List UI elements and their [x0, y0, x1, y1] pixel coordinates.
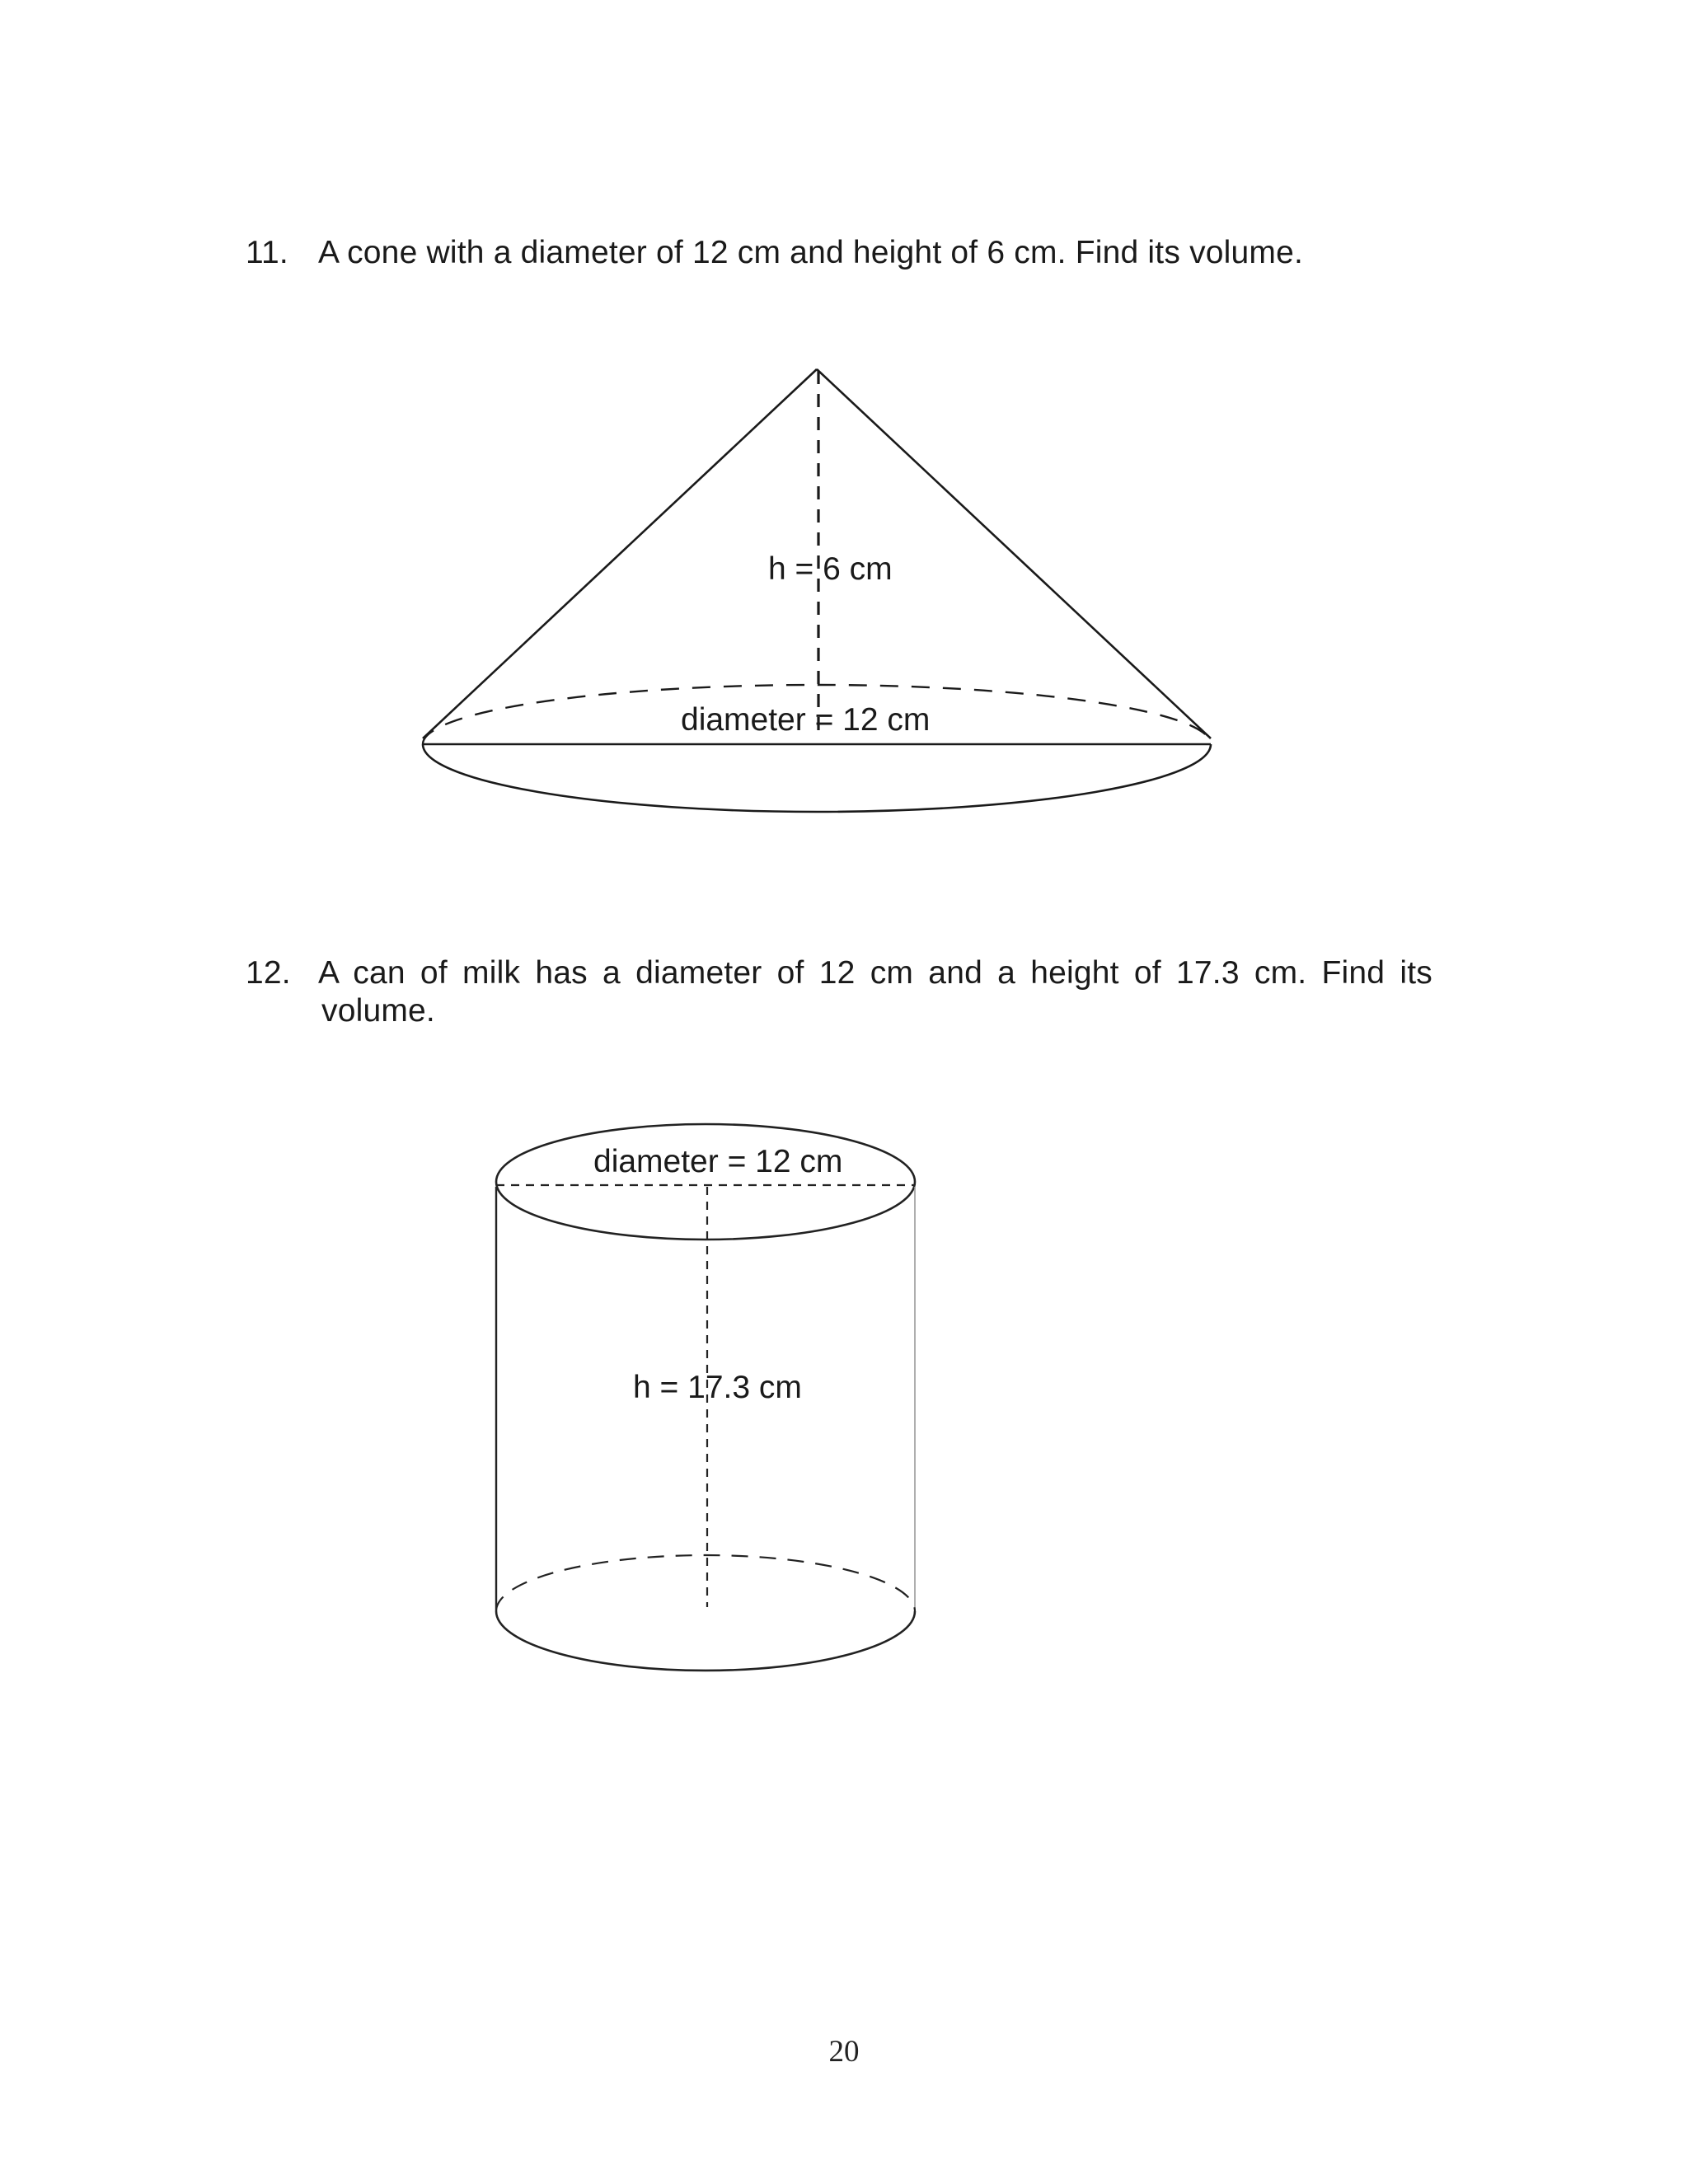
cone-diagram	[423, 369, 1211, 812]
page-number: 20	[828, 2035, 860, 2069]
cylinder-height-label: h = 17.3 cm	[633, 1370, 802, 1405]
cone-right-side	[817, 369, 1211, 738]
question-text-continued: volume.	[321, 993, 435, 1029]
cylinder-top-ellipse	[496, 1124, 915, 1240]
cylinder-bottom-front	[496, 1611, 915, 1671]
question-12	[246, 954, 1432, 1029]
cylinder-diameter-label: diameter = 12 cm	[593, 1144, 843, 1179]
cylinder-bottom-back-dashed	[496, 1555, 915, 1611]
question-text: A can of milk has a diameter of 12 cm and a height of 17.3 cm. Find its	[318, 955, 1432, 991]
question-11	[246, 234, 1449, 272]
question-number: 12.	[246, 955, 291, 991]
cone-base-back-dashed	[423, 685, 1211, 744]
question-text: A cone with a diameter of 12 cm and height of 6 cm. Find its volume.	[318, 235, 1304, 270]
cone-base-front	[423, 744, 1211, 812]
cone-left-side	[423, 369, 817, 738]
cone-height-label: h = 6 cm	[768, 551, 893, 587]
cone-diameter-label: diameter = 12 cm	[681, 702, 931, 738]
question-number: 11.	[246, 235, 288, 270]
cylinder-diagram	[496, 1124, 915, 1671]
